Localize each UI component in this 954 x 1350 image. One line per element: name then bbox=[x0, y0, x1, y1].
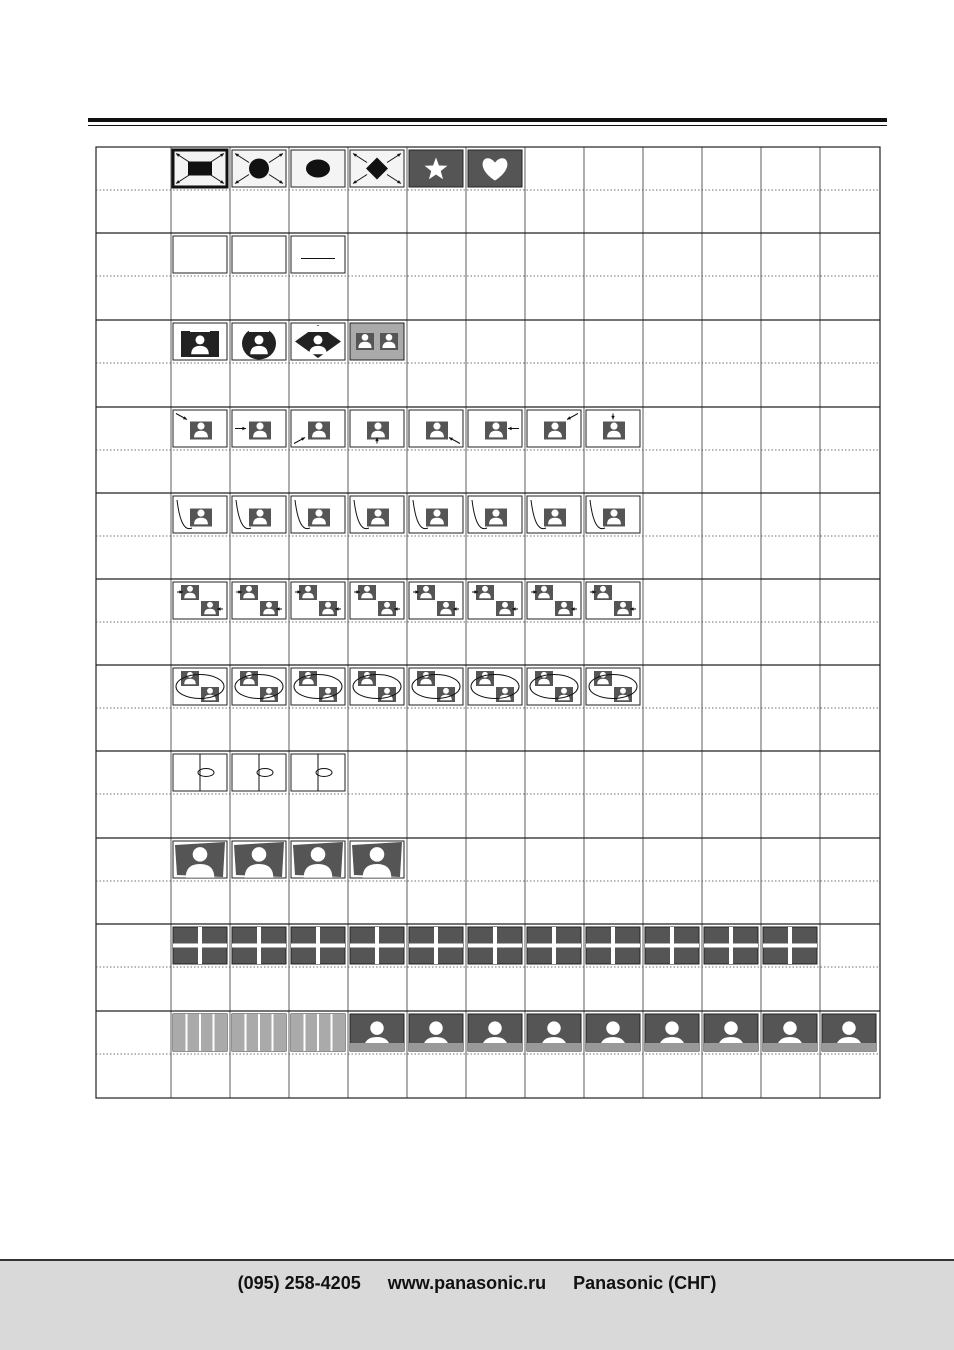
person-side-icon bbox=[704, 1014, 758, 1051]
split-7-icon bbox=[527, 927, 581, 964]
person-oval-wipe-icon bbox=[232, 323, 286, 360]
swirl-pair-6-icon bbox=[468, 668, 522, 705]
slide-from-right-icon bbox=[468, 410, 522, 447]
split-10-icon bbox=[704, 927, 758, 964]
spiral-wipe-2-icon bbox=[291, 754, 345, 791]
person-bottom-icon bbox=[409, 1014, 463, 1051]
tilted-photo-3-icon bbox=[291, 841, 345, 878]
curve-3-icon bbox=[291, 496, 345, 533]
pair-7-icon bbox=[527, 582, 581, 619]
split-5-icon bbox=[409, 927, 463, 964]
person-top-icon bbox=[645, 1014, 699, 1051]
pair-3-icon bbox=[291, 582, 345, 619]
swirl-pair-8-icon bbox=[586, 668, 640, 705]
tilted-photo-4-icon bbox=[350, 841, 404, 878]
curve-2-icon bbox=[232, 496, 286, 533]
mosaic-arrows-icon bbox=[291, 1014, 345, 1051]
footer-brand: Panasonic (СНГ) bbox=[573, 1273, 717, 1293]
split-1-icon bbox=[173, 927, 227, 964]
slide-from-left-icon bbox=[232, 410, 286, 447]
tilted-photo-1-icon bbox=[173, 841, 227, 878]
curve-1-icon bbox=[173, 496, 227, 533]
ellipse-icon bbox=[291, 150, 345, 187]
slide-from-top-left-icon bbox=[173, 410, 227, 447]
person-diamond-wipe-icon bbox=[291, 323, 345, 360]
mosaic-icon bbox=[232, 1014, 286, 1051]
split-8-icon bbox=[586, 927, 640, 964]
frame-line-icon bbox=[291, 236, 345, 273]
two-person-gray-icon bbox=[350, 323, 404, 360]
split-2-icon bbox=[232, 927, 286, 964]
bars-icon bbox=[173, 1014, 227, 1051]
footer-contacts bbox=[0, 1273, 954, 1294]
slide-from-top-icon bbox=[586, 410, 640, 447]
heart-icon bbox=[468, 150, 522, 187]
person-rect-wipe-icon bbox=[173, 323, 227, 360]
slide-from-bottom-right-icon bbox=[409, 410, 463, 447]
person-door-icon bbox=[468, 1014, 522, 1051]
split-11-icon bbox=[763, 927, 817, 964]
curve-5-icon bbox=[409, 496, 463, 533]
swirl-pair-5-icon bbox=[409, 668, 463, 705]
footer-phone: (095) 258-4205 bbox=[237, 1273, 361, 1293]
pair-4-icon bbox=[350, 582, 404, 619]
curve-4-icon bbox=[350, 496, 404, 533]
split-6-icon bbox=[468, 927, 522, 964]
swirl-pair-3-icon bbox=[291, 668, 345, 705]
curve-6-icon bbox=[468, 496, 522, 533]
footer-website[interactable]: www.panasonic.ru bbox=[387, 1273, 547, 1293]
rain-icon bbox=[586, 1014, 640, 1051]
swirl-pair-2-icon bbox=[232, 668, 286, 705]
tilted-photo-2-icon bbox=[232, 841, 286, 878]
diamond-arrows-icon bbox=[350, 150, 404, 187]
spiral-wipe-icon bbox=[232, 754, 286, 791]
frame-icon bbox=[173, 236, 227, 273]
pair-5-icon bbox=[409, 582, 463, 619]
split-4-icon bbox=[350, 927, 404, 964]
curve-7-icon bbox=[527, 496, 581, 533]
slide-from-bottom-icon bbox=[350, 410, 404, 447]
pair-6-icon bbox=[468, 582, 522, 619]
split-9-icon bbox=[645, 927, 699, 964]
drip-wipe-icon bbox=[173, 754, 227, 791]
pair-2-icon bbox=[232, 582, 286, 619]
person-trap-icon bbox=[527, 1014, 581, 1051]
swirl-pair-1-icon bbox=[173, 668, 227, 705]
footer-band bbox=[0, 1259, 954, 1350]
slide-from-top-right-icon bbox=[527, 410, 581, 447]
slide-from-bottom-left-icon bbox=[291, 410, 345, 447]
person-band-icon bbox=[350, 1014, 404, 1051]
curve-8-icon bbox=[586, 496, 640, 533]
box-arrows-icon bbox=[173, 150, 227, 187]
frame-icon bbox=[232, 236, 286, 273]
pair-8-icon bbox=[586, 582, 640, 619]
person-center-icon bbox=[822, 1014, 876, 1051]
split-3-icon bbox=[291, 927, 345, 964]
swirl-pair-4-icon bbox=[350, 668, 404, 705]
swirl-pair-7-icon bbox=[527, 668, 581, 705]
circle-arrows-icon bbox=[232, 150, 286, 187]
star-icon bbox=[409, 150, 463, 187]
pair-1-icon bbox=[173, 582, 227, 619]
person-trap-2-icon bbox=[763, 1014, 817, 1051]
